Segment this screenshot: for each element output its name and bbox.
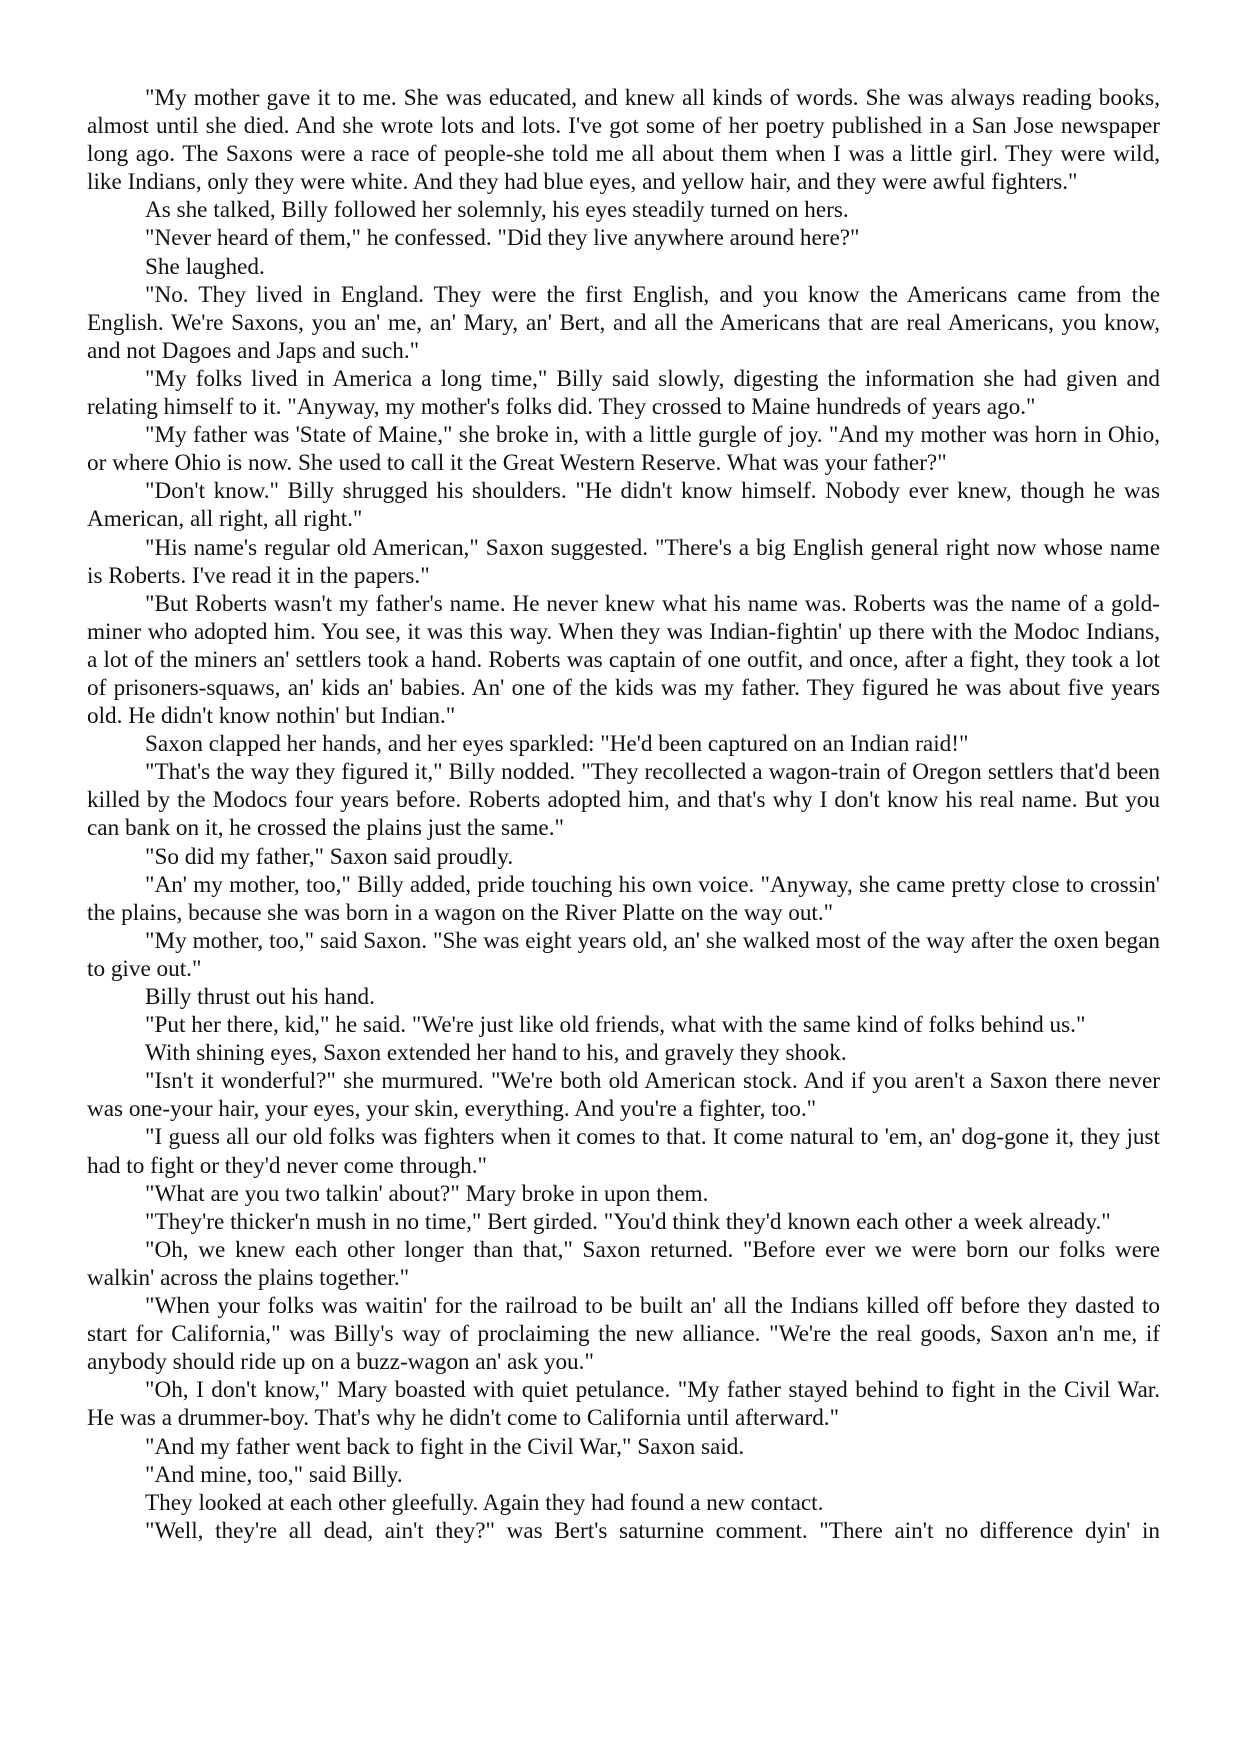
paragraph: She laughed.	[145, 253, 265, 280]
paragraph: "Don't know." Billy shrugged his shoulders. "He didn't know himself. Nobody ever knew, though he was American, all right, all right."	[87, 478, 1160, 533]
paragraph: With shining eyes, Saxon extended her hand to his, and gravely they shook.	[145, 1040, 847, 1067]
paragraph: "My folks lived in America a long time," Billy said slowly, digesting the information she had given and relating himself to it. "Anyway, my mother's folks did. They crossed to Maine hundreds of years ago."	[87, 365, 1160, 421]
paragraph: "My mother, too," said Saxon. "She was eight years old, an' she walked most of the way after the oxen began to give out."	[87, 927, 1160, 982]
paragraph: "And my father went back to fight in the Civil War," Saxon said.	[145, 1433, 745, 1460]
paragraph: "An' my mother, too," Billy added, pride touching his own voice. "Anyway, she came pretty close to crossin' the plains, because she was born in a wagon on the River Platte on the way out."	[87, 871, 1160, 926]
paragraph: "When your folks was waitin' for the railroad to be built an' all the Indians killed off before they dasted to start for California," was Billy's way of proclaiming the new alliance. "We're the real goods, Saxon an'n me, if anybody should ride up on a buzz-wagon an' ask you."	[87, 1293, 1160, 1376]
paragraph: "What are you two talkin' about?" Mary broke in upon them.	[145, 1180, 709, 1207]
paragraph: "But Roberts wasn't my father's name. He never knew what his name was. Roberts was the name of a gold-miner who adopted him. You see, it was this way. When they was Indian-fightin' up there with the Modoc Indians, a lot of the miners an' settlers took a hand. Roberts was captain of one outfit, and once, after a fight, they took a lot of prisoners-squaws, an' kids an' babies. An' one of the kids was my father. They figured he was about five years old. He didn't know nothin' but Indian."	[87, 590, 1160, 730]
paragraph: "I guess all our old folks was fighters when it comes to that. It come natural to 'em, an' dog-gone it, they just had to fight or they'd never come through."	[87, 1124, 1160, 1179]
paragraph: As she talked, Billy followed her solemnly, his eyes steadily turned on hers.	[145, 197, 849, 224]
paragraph: Saxon clapped her hands, and her eyes sparkled: "He'd been captured on an Indian raid!"	[145, 731, 969, 758]
paragraph: "His name's regular old American," Saxon suggested. "There's a big English general right now whose name is Roberts. I've read it in the papers."	[87, 534, 1160, 589]
paragraph: "My mother gave it to me. She was educated, and knew all kinds of words. She was always reading books, almost until she died. And she wrote lots and lots. I've got some of her poetry published in a San Jose newspaper long ago. The Saxons were a race of people-she told me all about them when I was a little girl. They were wild, like Indians, only they were white. And they had blue eyes, and yellow hair, and they were awful fighters."	[87, 85, 1160, 196]
paragraph: "No. They lived in England. They were the first English, and you know the Americans came from the English. We're Saxons, you an' me, an' Mary, an' Bert, and all the Americans that are real Americans, you know, and not Dagoes and Japs and such."	[87, 281, 1160, 364]
paragraph: They looked at each other gleefully. Again they had found a new contact.	[145, 1489, 824, 1516]
paragraph: "And mine, too," said Billy.	[145, 1461, 403, 1488]
paragraph: "Never heard of them," he confessed. "Did they live anywhere around here?"	[145, 225, 860, 252]
paragraph: "Oh, I don't know," Mary boasted with quiet petulance. "My father stayed behind to fight in the Civil War. He was a drummer-boy. That's why he didn't come to California until afterward."	[87, 1377, 1160, 1432]
paragraph: "So did my father," Saxon said proudly.	[145, 843, 514, 870]
paragraph: "That's the way they figured it," Billy nodded. "They recollected a wagon-train of Oregon settlers that'd been killed by the Modocs four years before. Roberts adopted him, and that's why I don't know his real name. But you can bank on it, he crossed the plains just the same."	[87, 759, 1160, 842]
paragraph: "They're thicker'n mush in no time," Bert girded. "You'd think they'd known each other a week already."	[145, 1208, 1111, 1235]
paragraph: Billy thrust out his hand.	[145, 984, 375, 1010]
paragraph: "Oh, we knew each other longer than that," Saxon returned. "Before ever we were born our folks were walkin' across the plains together."	[87, 1236, 1160, 1291]
paragraph: "Well, they're all dead, ain't they?" was Bert's saturnine comment. "There ain't no difference dyin' in	[145, 1517, 1160, 1544]
paragraph: "Put her there, kid," he said. "We're just like old friends, what with the same kind of folks behind us."	[145, 1012, 1086, 1039]
paragraph: "Isn't it wonderful?" she murmured. "We're both old American stock. And if you aren't a Saxon there never was one-your hair, your eyes, your skin, everything. And you're a fighter, too."	[87, 1068, 1160, 1123]
paragraph: "My father was 'State of Maine," she broke in, with a little gurgle of joy. "And my mother was horn in Ohio, or where Ohio is now. She used to call it the Great Western Reserve. What was your father?"	[87, 422, 1160, 477]
